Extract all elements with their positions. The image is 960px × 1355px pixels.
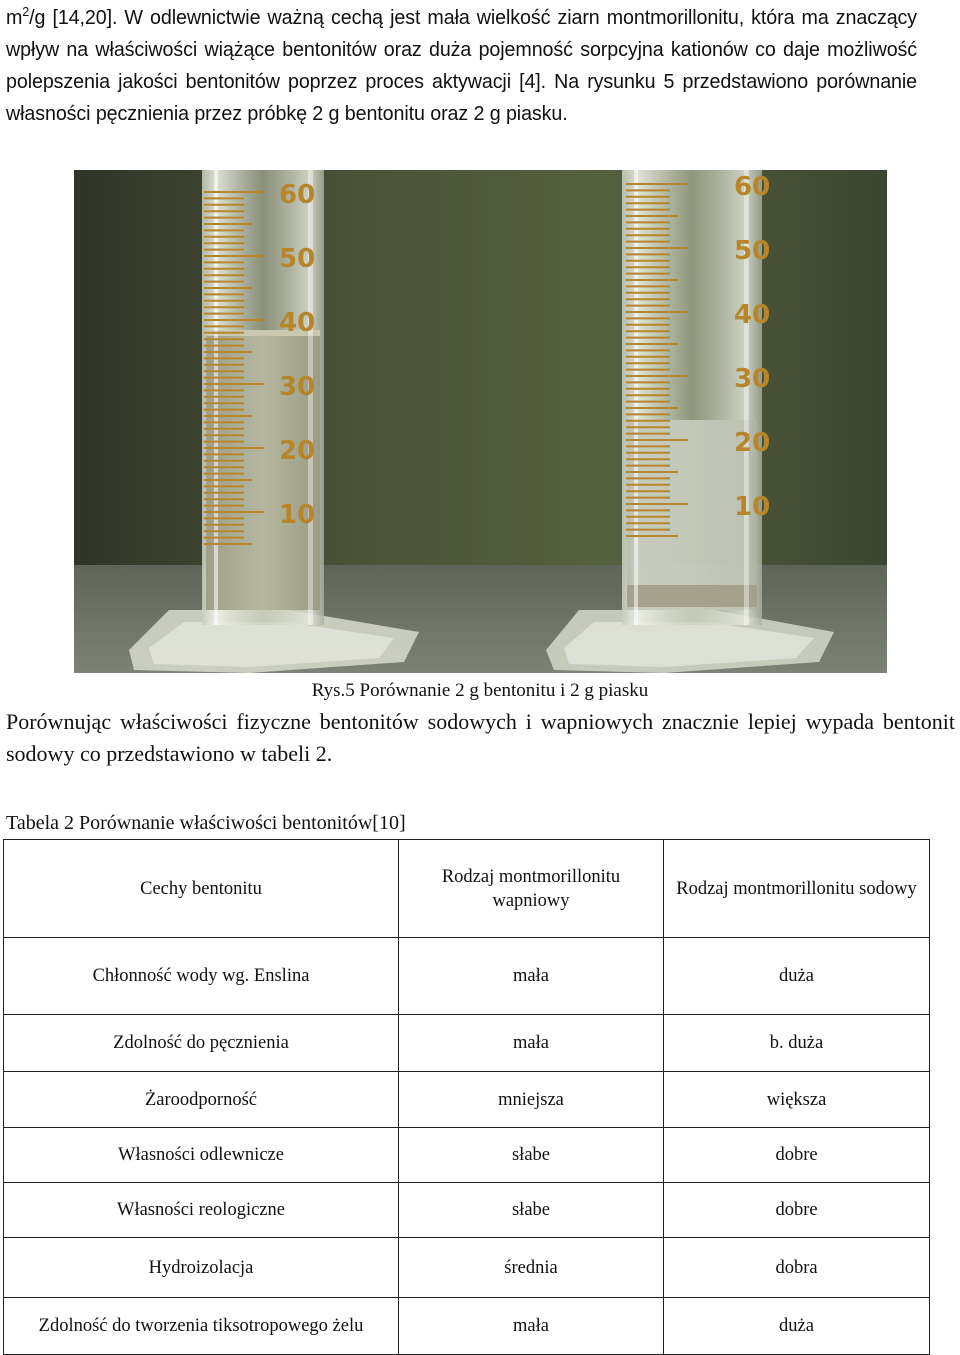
left-scale-label: 10	[279, 500, 316, 530]
table-row	[4, 1072, 930, 1128]
table-cell: większa	[664, 1072, 930, 1128]
table-cell: dobre	[664, 1128, 930, 1183]
table-cell: słabe	[399, 1128, 664, 1183]
table-cell: mała	[399, 938, 664, 1015]
table-row	[4, 1298, 930, 1355]
table-cell: Własności odlewnicze	[4, 1128, 399, 1183]
right-scale-label: 50	[734, 236, 771, 266]
table-cell: mała	[399, 1298, 664, 1355]
cylinders-photo	[74, 170, 887, 673]
table-row	[4, 1238, 930, 1298]
table-cell: słabe	[399, 1183, 664, 1238]
header-cell: Rodzaj montmorillonitu wapniowy	[399, 840, 664, 938]
right-scale-label: 10	[734, 492, 771, 522]
cylinders-photo-svg	[74, 170, 887, 673]
table-cell: Zdolność do pęcznienia	[4, 1015, 399, 1072]
table-cell: dobre	[664, 1183, 930, 1238]
right-scale-label: 30	[734, 364, 771, 394]
table-cell: mała	[399, 1015, 664, 1072]
header-cell: Rodzaj montmorillonitu sodowy	[664, 840, 930, 938]
unit-superscript: 2	[22, 4, 30, 19]
table-cell: duża	[664, 938, 930, 1015]
table-header-row	[4, 840, 930, 938]
table-cell: dobra	[664, 1238, 930, 1298]
table-cell: b. duża	[664, 1015, 930, 1072]
left-scale-label: 60	[279, 180, 316, 210]
table-cell: Hydroizolacja	[4, 1238, 399, 1298]
header-cell: Cechy bentonitu	[4, 840, 399, 938]
right-scale-label: 40	[734, 300, 771, 330]
table-cell: Chłonność wody wg. Enslina	[4, 938, 399, 1015]
table-cell: Własności reologiczne	[4, 1183, 399, 1238]
left-scale-label: 20	[279, 436, 316, 466]
table-row	[4, 938, 930, 1015]
right-scale-label: 60	[734, 172, 771, 202]
intro-text: /g [14,20]. W odlewnictwie ważną cechą jest mała wielkość ziarn montmorillonitu, która ma znaczący wpływ na właściwości wiążące bentonitów oraz duża pojemność sorpcyjna kationów co daje możliwość polepszenia jakości bentonitów poprzez proces aktywacji [4]. Na rysunku 5 przedstawiono porównanie własności pęcznienia przez próbkę 2 g bentonitu oraz 2 g piasku.	[6, 6, 918, 125]
left-scale-label: 30	[279, 372, 316, 402]
table-cell: Żaroodporność	[4, 1072, 399, 1128]
figure-caption: Rys.5 Porównanie 2 g bentonitu i 2 g piasku	[311, 680, 649, 701]
table-row	[4, 1183, 930, 1238]
table-cell: duża	[664, 1298, 930, 1355]
left-scale-label: 40	[279, 308, 316, 338]
table-row	[4, 1015, 930, 1072]
unit-base: m	[6, 6, 23, 29]
right-scale-label: 20	[734, 428, 771, 458]
bentonite-comparison-table	[3, 839, 930, 1355]
intro-paragraph	[6, 2, 917, 162]
table-cell: Zdolność do tworzenia tiksotropowego żelu	[4, 1298, 399, 1355]
table-row	[4, 1128, 930, 1183]
table-cell: mniejsza	[399, 1072, 664, 1128]
table-cell: średnia	[399, 1238, 664, 1298]
comparison-paragraph: Porównując właściwości fizyczne bentonitów sodowych i wapniowych znacznie lepiej wypada bentonit sodowy co przedstawiono w tabeli 2.	[6, 709, 955, 766]
table-title: Tabela 2 Porównanie właściwości bentonitów[10]	[6, 812, 406, 834]
left-scale-label: 50	[279, 244, 316, 274]
